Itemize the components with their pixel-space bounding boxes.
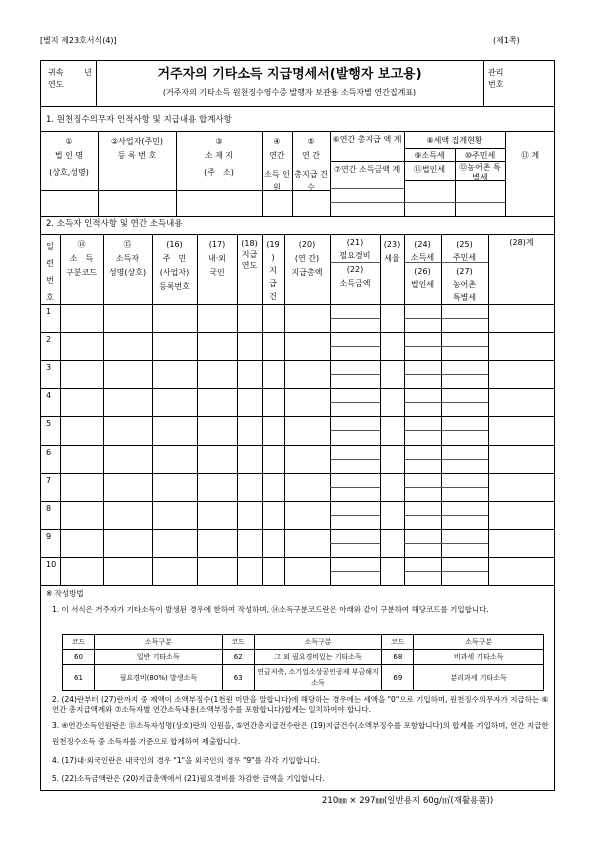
- code-header: 코드: [222, 635, 254, 650]
- s2-h27: (27) 농어촌 특별세: [452, 267, 477, 302]
- s1-col3-label: 소 재 지: [204, 151, 234, 160]
- row-number: 8: [46, 503, 52, 513]
- s1-col7-label: ⑦연간 소득금액 계: [333, 165, 401, 174]
- row-subdivider: [404, 543, 441, 544]
- year-label-3: 연도: [48, 80, 64, 89]
- row-subdivider: [441, 346, 488, 347]
- code-cell: 62: [222, 650, 254, 665]
- row-divider: [40, 529, 555, 530]
- row-subdivider: [441, 487, 488, 488]
- s2-h28: (28)계: [509, 238, 534, 247]
- row-subdivider: [330, 515, 380, 516]
- row-subdivider: [330, 402, 380, 403]
- s2-h24: (24) 소득세: [410, 240, 435, 262]
- s2-h1: 일 련 번 호: [46, 242, 54, 302]
- s1-col2-label: 등 록 번 호: [117, 151, 157, 160]
- s2-h22: (22): [346, 265, 364, 274]
- row-divider: [40, 445, 555, 446]
- row-number: 1: [46, 307, 52, 316]
- form-label: [별지 제23호서식(4)]: [40, 36, 117, 45]
- row-number: 4: [46, 391, 52, 401]
- s2-h25: (25) 주민세: [452, 240, 477, 262]
- s1-col5-num: ⑤: [307, 137, 315, 146]
- note-1: 1. 이 서식은 거주자가 기타소득이 발생된 경우에 한하여 작성하며, ⑭소득구분코드란은 아래와 같이 구분하여 해당코드를 기입합니다.: [52, 605, 489, 614]
- note-5: 5. (22)소득금액란은 (20)지급총액에서 (21)필요경비를 차감한 금액을 기입합니다.: [52, 774, 325, 783]
- code-table: [62, 634, 544, 691]
- code-cell: 63: [222, 665, 254, 691]
- s1-col3-sub: (주 소): [204, 168, 234, 177]
- row-subdivider: [330, 571, 380, 572]
- row-number: 9: [46, 531, 52, 541]
- s1-col8-label: ⑧세액 집계현황: [426, 136, 483, 145]
- row-subdivider: [441, 571, 488, 572]
- notes-heading: ※ 작성방법: [46, 589, 84, 598]
- note-4: 4. (17)내·외국인란은 내국인의 경우 "1"을 외국인의 경우 "9"를 각각 기입합니다.: [52, 756, 320, 765]
- row-divider: [40, 388, 555, 389]
- row-subdivider: [330, 430, 380, 431]
- row-divider: [40, 501, 555, 502]
- s1-col4-label: 연간: [269, 151, 285, 160]
- row-divider: [40, 473, 555, 474]
- paper-spec: 210㎜ × 297㎜(일반용지 60g/㎡(재활용품)): [322, 796, 494, 806]
- section2-title: 2. 소득자 인적사항 및 연간 소득내용: [46, 219, 183, 229]
- row-subdivider: [330, 346, 380, 347]
- s1-col10-label: ⑩주민세: [464, 151, 496, 160]
- category-cell: 그 외 필요경비있는 기타소득: [254, 650, 382, 665]
- row-subdivider: [404, 402, 441, 403]
- section1-title: 1. 원천징수의무자 인적사항 및 지급내용 합계사항: [46, 115, 232, 125]
- s2-h18: (18) 지급 연도: [241, 239, 258, 270]
- s1-col6-label: ⑥연간 총지급 액 계: [332, 135, 402, 144]
- row-subdivider: [441, 430, 488, 431]
- category-cell: 연금저축, 소기업소상공인공제 부금해지 소득: [254, 665, 382, 691]
- category-cell: 일반 기타소득: [94, 650, 222, 665]
- row-number: 3: [46, 363, 52, 373]
- code-table-header: [63, 635, 544, 650]
- s2-h22-label: 소득금액: [339, 279, 371, 288]
- category-header: 소득구분: [414, 635, 544, 650]
- code-header: 코드: [382, 635, 414, 650]
- row-subdivider: [441, 402, 488, 403]
- mgmt-label-1: 관리: [488, 68, 504, 77]
- s1-col9-label: ⑨소득세: [414, 151, 445, 160]
- s1-col1-sub: (상호,성명): [49, 168, 89, 177]
- code-cell: 68: [382, 650, 414, 665]
- row-subdivider: [330, 374, 380, 375]
- row-number: 5: [46, 419, 52, 429]
- s2-h21: (21): [346, 238, 364, 247]
- s1-col1-label: 법 인 명: [54, 151, 84, 160]
- row-subdivider: [404, 430, 441, 431]
- page-label: (제1쪽): [493, 36, 520, 45]
- s2-h20: (20) (연 간) 지급총액: [291, 240, 323, 277]
- row-number: 2: [46, 335, 52, 345]
- category-header: 소득구분: [254, 635, 382, 650]
- table-row: [63, 650, 544, 665]
- s1-col11-label: ⑪법인세: [413, 165, 446, 174]
- code-cell: 61: [63, 665, 95, 691]
- year-label-2: 년: [84, 68, 92, 77]
- form-title: 거주자의 기타소득 지급명세서(발행자 보고용): [157, 67, 422, 82]
- s1-col1-num: ①: [65, 137, 73, 146]
- row-subdivider: [404, 459, 441, 460]
- row-divider: [40, 557, 555, 558]
- row-subdivider: [404, 487, 441, 488]
- row-subdivider: [330, 459, 380, 460]
- category-cell: 필요경비(80%) 발생소득: [94, 665, 222, 691]
- row-subdivider: [441, 459, 488, 460]
- s1-col4-sub: 소득 인원: [264, 170, 290, 192]
- note-3: 3. ④연간소득인원란은 ⑮소득자성명(상호)란의 인원을, ⑤연간총지급건수란은 (19)지급건수(소액부징수를 포함합니다)의 합계를 기입하며, 연간 지급한 원천징수소득 중 소득자를 기준으로 합계하여 제출합니다.: [52, 721, 549, 746]
- s1-col12-label: ⑫농어촌 특별세: [459, 163, 501, 182]
- row-subdivider: [441, 318, 488, 319]
- category-cell: 비과세 기타소득: [414, 650, 544, 665]
- row-subdivider: [441, 374, 488, 375]
- mgmt-label-2: 번호: [488, 80, 504, 89]
- row-subdivider: [330, 318, 380, 319]
- row-divider: [40, 416, 555, 417]
- s1-col5-label: 연 간: [302, 151, 320, 160]
- s2-h17: (17) 내·외 국인: [208, 240, 226, 277]
- category-cell: 분리과세 기타소득: [414, 665, 544, 691]
- row-subdivider: [404, 571, 441, 572]
- row-number: 6: [46, 447, 52, 457]
- s1-col3-num: ③: [215, 137, 223, 146]
- row-divider: [40, 360, 555, 361]
- s2-h14: ⑭ 소 득 구분코드: [66, 240, 97, 277]
- s1-col2-num: ②사업자(주민): [110, 137, 164, 146]
- row-subdivider: [404, 346, 441, 347]
- row-subdivider: [330, 543, 380, 544]
- s2-h15: ⑮ 소득자 성명(상호): [108, 240, 147, 277]
- table-row: [63, 665, 544, 691]
- category-header: 소득구분: [94, 635, 222, 650]
- row-subdivider: [330, 487, 380, 488]
- row-number: 10: [46, 559, 57, 569]
- row-divider: [40, 332, 555, 333]
- s1-col4-num: ④: [273, 137, 281, 146]
- row-number: 7: [46, 475, 52, 485]
- s1-col5-sub: 총지급 건 수: [294, 170, 328, 192]
- year-label-1: 귀속: [48, 68, 64, 77]
- s2-h21-label: 필요경비: [339, 251, 371, 260]
- s2-h16: (16) 주 민 (사업자) 등록번호: [159, 240, 190, 291]
- form-subtitle: (거주자의 기타소득 원천징수영수증 발행자 보관용 소득자별 연간집계표): [162, 88, 417, 97]
- s1-col13-label: ⑬ 계: [520, 151, 540, 160]
- s2-h26: (26) 법인세: [410, 267, 435, 289]
- row-subdivider: [404, 515, 441, 516]
- code-header: 코드: [63, 635, 95, 650]
- row-subdivider: [404, 318, 441, 319]
- row-subdivider: [441, 515, 488, 516]
- note-2: 2. (24)란부터 (27)란까지 중 제액이 소액부징수(1천원 미만을 말합니다)에 해당하는 경우에는 세액을 "0"으로 기입하며, 원천징수의무자가 지급하는 ⑥연간 총지급액계와 ⑦소득자별 연간소득내용(소액부징수를 포함합니다)합계는 일치하여야 합니다.: [52, 695, 549, 714]
- s2-h23: (23) 세율: [383, 240, 401, 263]
- code-cell: 60: [63, 650, 95, 665]
- row-subdivider: [404, 374, 441, 375]
- row-subdivider: [441, 543, 488, 544]
- s2-h19: (19 ) 지 급 건: [266, 240, 280, 301]
- code-cell: 69: [382, 665, 414, 691]
